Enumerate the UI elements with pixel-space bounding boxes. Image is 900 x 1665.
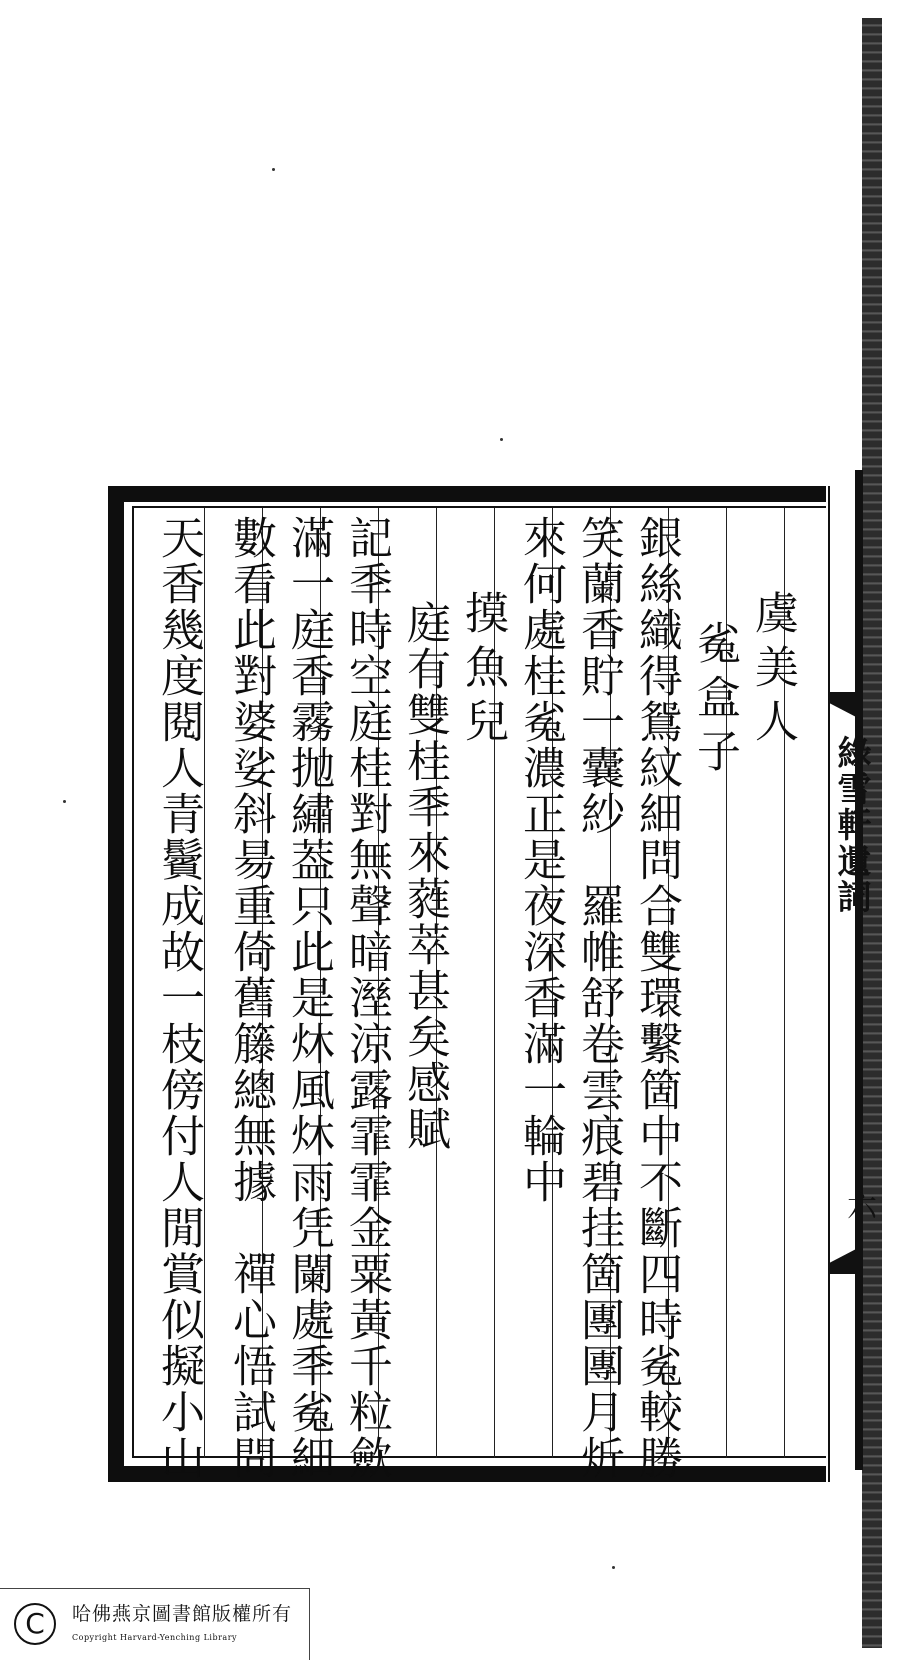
- paper-speck: [500, 438, 503, 441]
- text-column-2: 笑蘭香貯一囊紗 羅帷舒卷雲痕碧挂箇團團月炘: [573, 515, 624, 1481]
- poem-title-yumeiren: 虞美人: [747, 590, 798, 752]
- text-column-3: 來何處桂㝹濃正是夜深香滿一輪中: [515, 515, 566, 1205]
- copyright-text-en: Copyright Harvard-Yenching Library: [72, 1633, 238, 1642]
- text-column-7: 滿一庭香霧抛繡葢只此是炑風炑雨凭闌處秊㝹細: [283, 515, 334, 1481]
- paper-speck: [63, 800, 66, 803]
- text-column-8: 數看此對婆娑斜昜重倚舊籐總無據 禪心悟試問: [225, 515, 276, 1481]
- poem-title-moyuer: 摸魚兒: [457, 590, 508, 752]
- gutter-page-number: 六: [841, 1190, 876, 1220]
- poem-preface: 庭有雙桂秊來蕤萃甚矣感賦: [399, 600, 450, 1152]
- text-column-1: 銀絲織得鴛紋細問合雙環繫箇中不斷四時㝹較勝: [631, 515, 682, 1481]
- copyright-stamp: [0, 1588, 310, 1660]
- paper-speck: [272, 168, 275, 171]
- copyright-text-cn: 哈佛燕京圖書館版權所有: [72, 1603, 293, 1625]
- paper-speck: [612, 1566, 615, 1569]
- gutter-book-title: 綠雪軒遺詞: [831, 735, 871, 915]
- block-center-gutter: [828, 486, 871, 1482]
- text-column-6: 記秊時空庭桂對無聲暗溼涼露霏霏金粟黃千粒歛: [341, 515, 392, 1481]
- text-column-9: 天香幾度閱人青鬢成故一枝傍付人閒賞似擬小山: [153, 515, 204, 1481]
- sub-heading: 㝹盒子: [689, 620, 740, 782]
- copyright-icon: C: [14, 1603, 56, 1645]
